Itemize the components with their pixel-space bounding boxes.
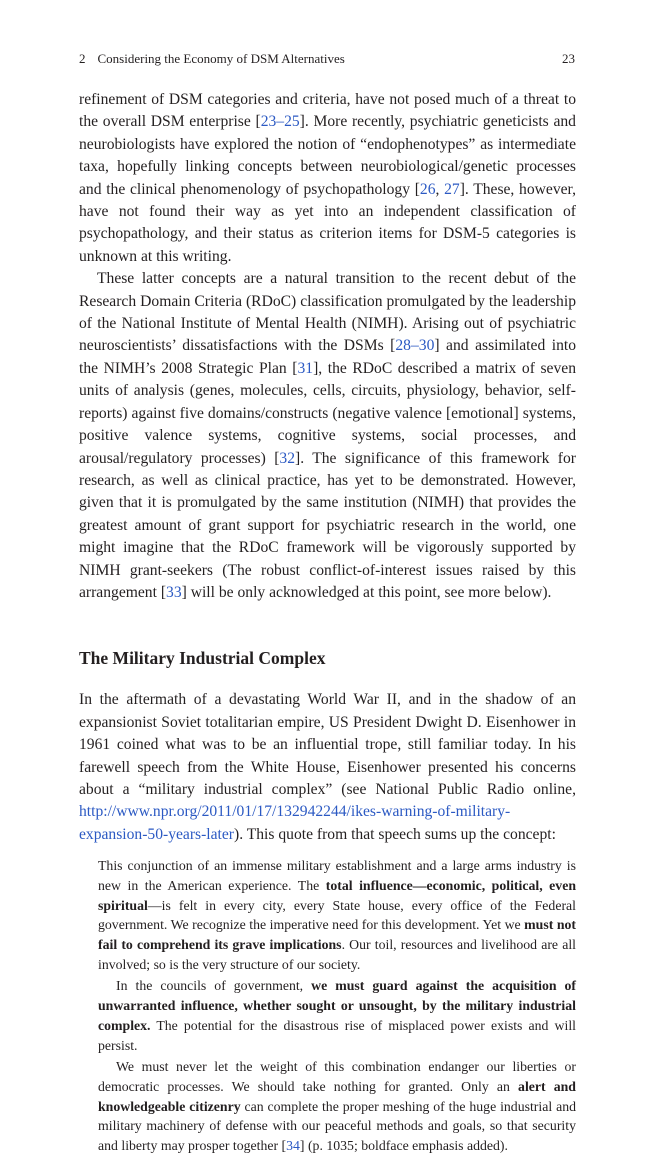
citation-link[interactable]: 27	[444, 180, 460, 198]
citation-link[interactable]: 23–25	[260, 113, 300, 131]
npr-url-link[interactable]: http://www.npr.org/2011/01/17/132942244/ikes-warning-of-military-expansion-50-years-later	[79, 803, 511, 843]
text-run: ] and assimilated into the NIMH’s 2008 Strategic Plan [	[79, 337, 577, 377]
text-run: can complete the proper meshing of the huge industrial and military machinery of defense with our peaceful methods and goals, so that security and liberty may prosper together [	[98, 1098, 576, 1154]
text-run: ] (p. 1035; boldface emphasis added).	[299, 1138, 508, 1154]
paragraph-2	[79, 268, 576, 604]
text-run: ] will be only acknowledged at this point, see more below).	[181, 583, 552, 601]
citation-link[interactable]: 32	[279, 449, 296, 467]
citation-link[interactable]: 33	[166, 583, 182, 601]
chapter-number: 2	[79, 51, 86, 66]
text-run: ]. These, however, have not found their way as yet into an independent classification of psychopathology, and their status as criterion items for DSM-5 categories is unknown at this writing.	[79, 180, 576, 265]
text-run: In the councils of government,	[116, 978, 312, 994]
text-run: ). This quote from that speech sums up the concept:	[234, 825, 556, 843]
citation-link[interactable]: 26	[419, 180, 436, 198]
running-header	[79, 51, 575, 67]
citation-link[interactable]: 31	[297, 359, 314, 377]
text-run: —is felt in every city, every State house, every office of the Federal government. We recognize the imperative need for this development. Yet we	[98, 897, 576, 933]
text-run: ]. More recently, psychiatric geneticists and neurobiologists have explored the notion of “endophenotypes” as intermediate taxa, hopefully linking concepts between neurobiological/genetic processes and the clinical phenomenology of psychopathology [	[79, 113, 576, 198]
bold-emphasis: must not fail to comprehend its grave implications	[98, 917, 576, 952]
text-run: These latter concepts are a natural transition to the recent debut of the Research Domain Criteria (RDoC) classification promulgated by the leadership of the National Institute of Mental Health (NIMH). Arising out of psychiatric neuroscientists’ dissatisfactions with the DSMs [	[79, 270, 576, 355]
page-number: 23	[562, 51, 575, 66]
text-run: refinement of DSM categories and criteria, have not posed much of a threat to the overall DSM enterprise [	[79, 91, 576, 131]
section-heading: The Military Industrial Complex	[79, 648, 326, 669]
chapter-title: Considering the Economy of DSM Alternatives	[97, 51, 345, 66]
citation-link[interactable]: 28–30	[395, 337, 435, 355]
text-run: ]. The significance of this framework for research, as well as clinical practice, has yet to be demonstrated. However, given that it is promulgated by the same institution (NIMH) that provides the greatest amount of grant support for psychiatric research in the world, one might imagine that the RDoC framework will be vigorously supported by NIMH grant-seekers (The robust conflict-of-interest issues raised by this arrangement [	[79, 449, 576, 601]
text-run: This conjunction of an immense military establishment and a large arms industry is new in the American experience. The	[98, 858, 576, 893]
block-quote	[79, 856, 576, 1156]
text-run: . Our toil, resources and livelihood are all involved; so is the very structure of our society.	[98, 937, 576, 972]
running-header-left	[79, 51, 345, 67]
text-run: In the aftermath of a devastating World War II, and in the shadow of an expansionist Soviet totalitarian empire, US President Dwight D. Eisenhower in 1961 coined what was to be an influential trope, still familiar today. In his farewell speech from the White House, Eisenhower presented his concerns about a “military industrial complex” (see National Public Radio online,	[79, 691, 576, 798]
paragraph-3	[79, 689, 576, 846]
quote-paragraph-2	[98, 976, 576, 1055]
quote-paragraph-3	[98, 1057, 576, 1156]
paragraph-1	[79, 89, 576, 268]
page-body	[79, 89, 576, 1156]
text-run: We must never let the weight of this combination endanger our liberties or democratic processes. We should take nothing for granted. Only an	[98, 1059, 576, 1094]
bold-emphasis: alert and knowledgeable citizenry	[98, 1078, 576, 1114]
bold-emphasis: we must guard against the acquisition of unwarranted influence, whether sought or unsought, by the military industrial complex.	[98, 978, 576, 1033]
text-run: ], the RDoC described a matrix of seven units of analysis (genes, molecules, cells, circuits, physiology, behavior, self-reports) against five domains/constructs (negative valence [emotional] systems, positive valence systems, cognitive systems, social processes, and arousal/regulatory processes) [	[79, 359, 576, 467]
quote-paragraph-1	[98, 856, 576, 974]
text-run: The potential for the disastrous rise of misplaced power exists and will persist.	[98, 1017, 576, 1053]
bold-emphasis: total influence—economic, political, even spiritual	[98, 877, 576, 913]
citation-link[interactable]: 34	[286, 1138, 300, 1154]
text-run: ,	[435, 180, 445, 198]
